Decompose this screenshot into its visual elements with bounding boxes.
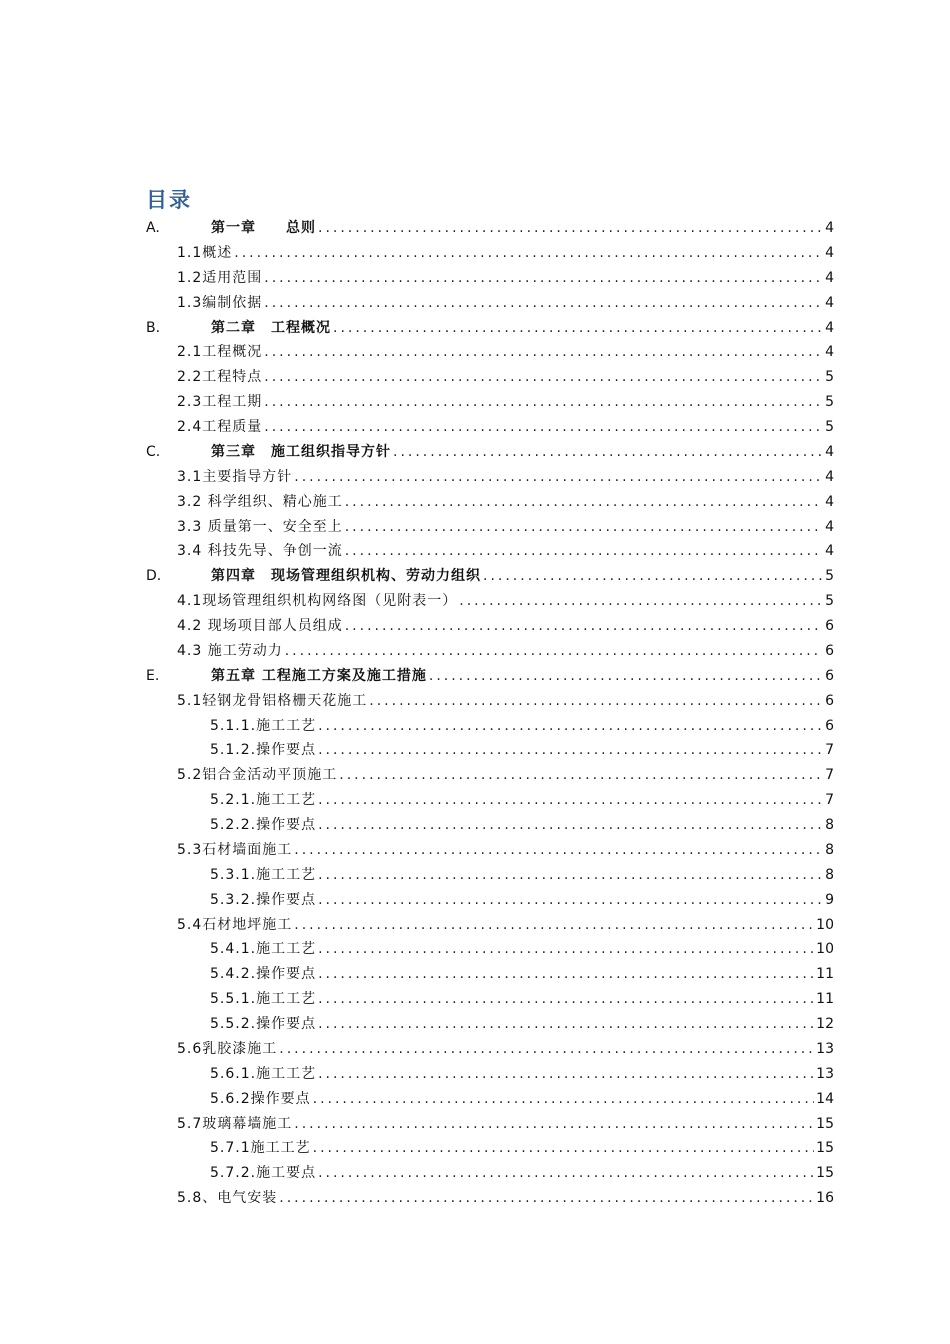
toc-dot-leader (318, 788, 822, 813)
toc-entry-line (177, 913, 834, 938)
toc-entry-label: 2.1工程概况 (177, 344, 263, 361)
toc-entry-line (146, 216, 834, 241)
toc-dot-leader (264, 291, 822, 316)
toc-entry[interactable] (0, 365, 950, 390)
toc-entry-line (210, 813, 834, 838)
toc-entry[interactable] (0, 291, 950, 316)
toc-entry-line (177, 415, 834, 440)
toc-entry-line (210, 1136, 834, 1161)
toc-entry-page-number: 10 (816, 916, 834, 933)
toc-entry-page-number: 4 (825, 244, 834, 261)
toc-entry-label: 4.2 现场项目部人员组成 (177, 618, 343, 634)
toc-entry-prefix: B. (146, 319, 161, 336)
toc-dot-leader (333, 316, 822, 341)
toc-entry-label: 5.2.1.施工工艺 (210, 792, 317, 809)
toc-entry-page-number: 4 (825, 344, 834, 361)
toc-entry-page-number: 8 (825, 817, 834, 833)
toc-entry-line (146, 564, 834, 589)
toc-entry[interactable] (0, 987, 950, 1012)
toc-entry-label: 5.7.1施工工艺 (210, 1140, 311, 1157)
toc-entry-label: 5.6.2操作要点 (210, 1090, 311, 1107)
toc-entry-label: 5.7.2.施工要点 (210, 1165, 317, 1182)
toc-entry-label: 5.2铝合金活动平顶施工 (177, 767, 338, 784)
toc-entry[interactable] (0, 689, 950, 714)
toc-entry-page-number: 14 (816, 1090, 834, 1107)
toc-entry-prefix: C. (146, 443, 161, 460)
toc-entry-line (146, 440, 834, 465)
toc-entry[interactable] (0, 440, 950, 465)
toc-entry-line (210, 888, 834, 913)
toc-entry-line (210, 1087, 834, 1112)
toc-entry[interactable] (0, 490, 950, 515)
toc-entry-page-number: 4 (825, 493, 834, 510)
toc-entry-page-number: 8 (825, 841, 834, 858)
toc-entry-label: 3.3 质量第一、安全至上 (177, 518, 343, 535)
toc-dot-leader (318, 1161, 814, 1186)
toc-entry-page-number: 10 (816, 941, 834, 958)
toc-entry-page-number: 4 (825, 518, 834, 535)
toc-entry-line (210, 1161, 834, 1186)
toc-entry[interactable] (0, 589, 950, 614)
toc-entry-label: 第四章 现场管理组织机构、劳动力组织 (211, 568, 481, 585)
toc-entry-page-number: 7 (825, 767, 834, 784)
toc-entry-page-number: 4 (825, 443, 834, 460)
toc-dot-leader (279, 1186, 814, 1211)
toc-entry-label: 5.3.1.施工工艺 (210, 866, 317, 883)
toc-entry-line (177, 241, 834, 266)
toc-dot-leader (459, 589, 822, 614)
toc-dot-leader (313, 1087, 815, 1112)
toc-entry-line (177, 365, 834, 390)
toc-entry[interactable] (0, 639, 950, 664)
toc-entry-label: 3.2 科学组织、精心施工 (177, 493, 343, 510)
toc-entry-line (177, 266, 834, 291)
toc-entry-line (177, 614, 834, 639)
toc-entry[interactable] (0, 465, 950, 490)
toc-entry-page-number: 6 (825, 618, 834, 634)
toc-entry-page-number: 6 (825, 692, 834, 709)
toc-entry-page-number: 7 (825, 742, 834, 759)
toc-entry-page-number: 4 (825, 543, 834, 560)
toc-entry[interactable] (0, 838, 950, 863)
toc-dot-leader (294, 838, 822, 863)
toc-entry-page-number: 5 (825, 394, 834, 411)
toc-entry[interactable] (0, 1062, 950, 1087)
toc-entry-label: 5.6.1.施工工艺 (210, 1065, 317, 1082)
toc-entry-label: 5.1.1.施工工艺 (210, 717, 317, 734)
toc-entry-line (146, 316, 834, 341)
toc-entry-line (177, 1112, 834, 1137)
toc-entry-label: 4.1现场管理组织机构网络图（见附表一） (177, 593, 458, 610)
toc-entry[interactable] (0, 1161, 950, 1186)
toc-entry-label: 5.4.2.操作要点 (210, 966, 317, 983)
toc-entry-page-number: 4 (825, 319, 834, 336)
toc-dot-leader (483, 564, 822, 589)
toc-entry-line (177, 465, 834, 490)
toc-dot-leader (345, 490, 822, 515)
toc-entry-label: 5.5.1.施工工艺 (210, 991, 317, 1008)
toc-dot-leader (294, 1112, 814, 1137)
toc-entry-label: 5.2.2.操作要点 (210, 817, 317, 833)
toc-entry-line (177, 490, 834, 515)
toc-entry-label: 5.3.2.操作要点 (210, 891, 317, 908)
toc-entry-label: 1.1概述 (177, 244, 233, 261)
toc-entry-line (177, 1186, 834, 1211)
toc-entry[interactable] (0, 863, 950, 888)
toc-entry[interactable] (0, 216, 950, 241)
toc-dot-leader (345, 539, 822, 564)
toc-entry-label: 第一章 总则 (211, 220, 316, 236)
toc-entry-label: 2.3工程工期 (177, 394, 263, 411)
toc-entry-page-number: 11 (816, 991, 834, 1008)
toc-dot-leader (318, 714, 822, 739)
toc-entry-line (210, 1012, 834, 1037)
toc-entry-page-number: 4 (825, 294, 834, 311)
toc-entry-label: 5.5.2.操作要点 (210, 1016, 317, 1032)
toc-entry-page-number: 5 (825, 593, 834, 610)
toc-entry-label: 3.4 科技先导、争创一流 (177, 543, 343, 560)
toc-entry[interactable] (0, 788, 950, 813)
toc-entry[interactable] (0, 316, 950, 341)
toc-dot-leader (318, 962, 814, 987)
toc-entry[interactable] (0, 614, 950, 639)
toc-entry-page-number: 11 (816, 966, 834, 983)
toc-entry[interactable] (0, 714, 950, 739)
toc-entry-page-number: 8 (825, 866, 834, 883)
toc-entry-page-number: 16 (816, 1190, 834, 1207)
toc-dot-leader (279, 1037, 814, 1062)
toc-entry-label: 5.7玻璃幕墙施工 (177, 1115, 293, 1132)
toc-dot-leader (318, 1012, 814, 1037)
toc-entry-page-number: 5 (825, 419, 834, 435)
toc-entry-line (210, 863, 834, 888)
toc-dot-leader (294, 913, 814, 938)
toc-entry-line (177, 515, 834, 540)
toc-entry-line (210, 987, 834, 1012)
toc-dot-leader (339, 763, 822, 788)
toc-title: 目录 (146, 187, 192, 212)
toc-dot-leader (264, 390, 822, 415)
toc-entry-line (210, 788, 834, 813)
toc-entry[interactable] (0, 241, 950, 266)
toc-entry-page-number: 4 (825, 468, 834, 485)
toc-entry-label: 2.4工程质量 (177, 419, 263, 435)
toc-entry-label: 5.1轻钢龙骨铝格栅天花施工 (177, 692, 368, 709)
toc-entry-page-number: 6 (825, 642, 834, 659)
toc-dot-leader (318, 937, 814, 962)
toc-entry-prefix: D. (146, 568, 162, 585)
toc-dot-leader (318, 216, 822, 241)
toc-dot-leader (318, 863, 822, 888)
toc-dot-leader (345, 614, 822, 639)
toc-entry-line (146, 664, 834, 689)
toc-entry[interactable] (0, 664, 950, 689)
toc-entry-page-number: 7 (825, 792, 834, 809)
toc-entry-line (177, 838, 834, 863)
toc-entry-line (177, 589, 834, 614)
toc-entry[interactable] (0, 937, 950, 962)
toc-entry-label: 5.3石材墙面施工 (177, 841, 293, 858)
toc-entry-page-number: 12 (816, 1016, 834, 1032)
toc-entry-page-number: 15 (816, 1115, 834, 1132)
toc-dot-leader (318, 1062, 814, 1087)
toc-entry-prefix: E. (146, 667, 160, 684)
toc-dot-leader (429, 664, 822, 689)
toc-entry[interactable] (0, 1186, 950, 1211)
toc-entry[interactable] (0, 390, 950, 415)
toc-entry-page-number: 6 (825, 717, 834, 734)
toc-entry-label: 3.1主要指导方针 (177, 468, 293, 485)
toc-dot-leader (345, 515, 822, 540)
toc-entry-label: 5.1.2.操作要点 (210, 742, 317, 759)
toc-entry[interactable] (0, 415, 950, 440)
toc-entry-label: 第五章 工程施工方案及施工措施 (211, 667, 427, 684)
toc-dot-leader (313, 1136, 815, 1161)
toc-entry-label: 1.3编制依据 (177, 294, 263, 311)
toc-entry-page-number: 15 (816, 1165, 834, 1182)
table-of-contents (0, 216, 950, 1211)
toc-entry[interactable] (0, 1112, 950, 1137)
toc-dot-leader (264, 415, 822, 440)
toc-entry[interactable] (0, 539, 950, 564)
toc-entry[interactable] (0, 1087, 950, 1112)
toc-entry-prefix: A. (146, 220, 160, 236)
toc-entry-label: 5.6乳胶漆施工 (177, 1040, 278, 1057)
toc-entry-page-number: 15 (816, 1140, 834, 1157)
toc-entry-page-number: 9 (825, 891, 834, 908)
toc-entry-line (177, 639, 834, 664)
toc-entry-label: 1.2适用范围 (177, 269, 263, 286)
toc-entry-page-number: 4 (825, 269, 834, 286)
toc-entry-label: 4.3 施工劳动力 (177, 642, 283, 659)
toc-dot-leader (318, 813, 822, 838)
toc-entry[interactable] (0, 515, 950, 540)
toc-entry-page-number: 6 (825, 667, 834, 684)
toc-entry-page-number: 13 (816, 1065, 834, 1082)
toc-dot-leader (318, 987, 814, 1012)
toc-dot-leader (285, 639, 822, 664)
toc-entry-line (210, 738, 834, 763)
toc-dot-leader (393, 440, 822, 465)
toc-entry-label: 5.4石材地坪施工 (177, 916, 293, 933)
toc-entry[interactable] (0, 266, 950, 291)
toc-entry-label: 5.4.1.施工工艺 (210, 941, 317, 958)
toc-entry-line (210, 962, 834, 987)
toc-dot-leader (264, 365, 822, 390)
toc-entry[interactable] (0, 913, 950, 938)
toc-entry[interactable] (0, 813, 950, 838)
toc-entry[interactable] (0, 1012, 950, 1037)
toc-dot-leader (264, 266, 822, 291)
toc-entry-line (177, 340, 834, 365)
toc-entry-line (177, 1037, 834, 1062)
toc-entry[interactable] (0, 1037, 950, 1062)
toc-dot-leader (264, 340, 822, 365)
toc-dot-leader (234, 241, 822, 266)
toc-entry-label: 第二章 工程概况 (211, 319, 331, 336)
toc-entry-page-number: 5 (825, 369, 834, 386)
toc-entry[interactable] (0, 738, 950, 763)
toc-entry-label: 2.2工程特点 (177, 369, 263, 386)
toc-dot-leader (318, 888, 822, 913)
toc-entry-line (177, 689, 834, 714)
toc-entry-page-number: 5 (825, 568, 834, 585)
toc-entry-line (210, 714, 834, 739)
toc-entry-label: 第三章 施工组织指导方针 (211, 443, 391, 460)
toc-entry-line (177, 763, 834, 788)
toc-dot-leader (294, 465, 822, 490)
toc-entry-line (210, 1062, 834, 1087)
toc-entry[interactable] (0, 564, 950, 589)
toc-entry-label: 5.8、电气安装 (177, 1190, 278, 1207)
toc-entry-line (177, 539, 834, 564)
toc-entry[interactable] (0, 340, 950, 365)
toc-entry-line (210, 937, 834, 962)
toc-entry-line (177, 390, 834, 415)
toc-dot-leader (318, 738, 822, 763)
toc-entry-page-number: 4 (825, 220, 834, 236)
toc-entry-page-number: 13 (816, 1040, 834, 1057)
toc-dot-leader (369, 689, 822, 714)
toc-entry[interactable] (0, 763, 950, 788)
toc-entry[interactable] (0, 962, 950, 987)
toc-entry-line (177, 291, 834, 316)
toc-entry[interactable] (0, 888, 950, 913)
toc-entry[interactable] (0, 1136, 950, 1161)
